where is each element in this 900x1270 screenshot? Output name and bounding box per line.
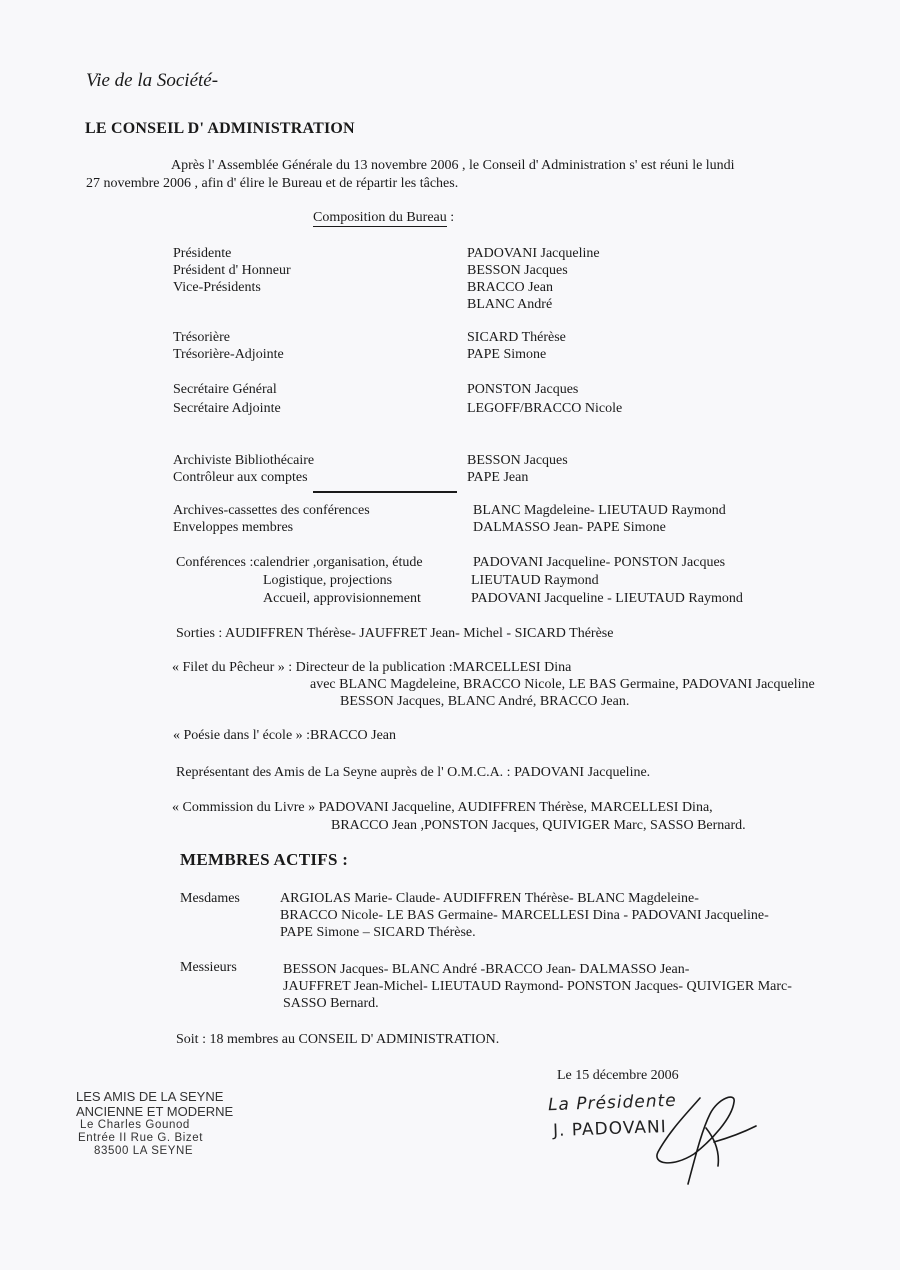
intro-line-2: 27 novembre 2006 , afin d' élire le Bureau et de répartir les tâches. (86, 176, 459, 191)
bureau-role: Présidente (173, 246, 232, 261)
bureau-name: PADOVANI Jacqueline (467, 246, 600, 261)
other-role-name: BLANC Magdeleine- LIEUTAUD Raymond (473, 503, 726, 518)
messieurs-label: Messieurs (180, 960, 237, 975)
bureau-role: Trésorière-Adjointe (173, 347, 284, 362)
soit-line: Soit : 18 membres au CONSEIL D' ADMINISTRATION. (176, 1032, 500, 1047)
stamp-line-5: 83500 LA SEYNE (94, 1145, 194, 1157)
mesdames-line-1: ARGIOLAS Marie- Claude- AUDIFFREN Thérèse- BLANC Magdeleine- (280, 891, 699, 906)
filet-line-1: « Filet du Pêcheur » : Directeur de la publication :MARCELLESI Dina (172, 660, 572, 675)
separator-rule (313, 491, 457, 493)
bureau-name: LEGOFF/BRACCO Nicole (467, 401, 623, 416)
bureau-role: Secrétaire Général (173, 382, 277, 397)
filet-line-3: BESSON Jacques, BLANC André, BRACCO Jean. (340, 694, 630, 709)
members-heading: MEMBRES ACTIFS : (180, 850, 349, 869)
bureau-name: PAPE Simone (467, 347, 547, 362)
other-role: Archives-cassettes des conférences (173, 503, 370, 518)
signature-name: J. PADOVANI (552, 1117, 668, 1141)
bureau-name: BRACCO Jean (467, 280, 553, 295)
bureau-name: SICARD Thérèse (467, 330, 566, 345)
bureau-role: Vice-Présidents (173, 280, 261, 295)
bureau-role: Trésorière (173, 330, 231, 345)
filet-line-2: avec BLANC Magdeleine, BRACCO Nicole, LE BAS Germaine, PADOVANI Jacqueline (310, 677, 815, 692)
poesie-line: « Poésie dans l' école » :BRACCO Jean (173, 728, 396, 743)
bureau-title-text: Composition du Bureau (313, 210, 447, 225)
messieurs-line-1: BESSON Jacques- BLANC André -BRACCO Jean- DALMASSO Jean- (283, 962, 690, 977)
commission-line-1: « Commission du Livre » PADOVANI Jacqueline, AUDIFFREN Thérèse, MARCELLESI Dina, (172, 800, 713, 815)
stamp-line-3: Le Charles Gounod (80, 1119, 190, 1131)
signature-title: La Présidente (547, 1090, 678, 1116)
bureau-name: BESSON Jacques (467, 263, 568, 278)
bureau-name: PONSTON Jacques (467, 382, 579, 397)
bureau-role: Archiviste Bibliothécaire (173, 453, 315, 468)
bureau-name: BESSON Jacques (467, 453, 568, 468)
address-stamp (76, 1089, 233, 1158)
bureau-title-colon: : (446, 210, 455, 225)
stamp-line-2: ANCIENNE ET MODERNE (76, 1104, 234, 1119)
bureau-role: Président d' Honneur (173, 263, 291, 278)
stamp-line-1: LES AMIS DE LA SEYNE (76, 1089, 224, 1104)
messieurs-line-3: SASSO Bernard. (283, 996, 379, 1011)
sorties-line: Sorties : AUDIFFREN Thérèse- JAUFFRET Jean- Michel - SICARD Thérèse (176, 626, 614, 641)
commission-line-2: BRACCO Jean ,PONSTON Jacques, QUIVIGER Marc, SASSO Bernard. (331, 818, 746, 833)
other-role-name: DALMASSO Jean- PAPE Simone (473, 520, 666, 535)
other-role: Conférences :calendrier ,organisation, étude (176, 555, 423, 570)
bureau-name: BLANC André (467, 297, 553, 312)
signature-mark (648, 1092, 763, 1192)
bureau-title (313, 209, 454, 226)
bureau-name: PAPE Jean (467, 470, 529, 485)
other-role: Logistique, projections (263, 573, 393, 588)
messieurs-line-2: JAUFFRET Jean-Michel- LIEUTAUD Raymond- PONSTON Jacques- QUIVIGER Marc- (283, 979, 792, 994)
mesdames-line-2: BRACCO Nicole- LE BAS Germaine- MARCELLESI Dina - PADOVANI Jacqueline- (280, 908, 769, 923)
bureau-role: Contrôleur aux comptes (173, 470, 308, 485)
intro-line-1: Après l' Assemblée Générale du 13 novembre 2006 , le Conseil d' Administration s' est réuni le lundi (171, 158, 735, 173)
representant-line: Représentant des Amis de La Seyne auprès de l' O.M.C.A. : PADOVANI Jacqueline. (176, 765, 651, 780)
other-role-name: PADOVANI Jacqueline - LIEUTAUD Raymond (471, 591, 743, 606)
document-date: Le 15 décembre 2006 (557, 1068, 679, 1083)
other-role-name: PADOVANI Jacqueline- PONSTON Jacques (473, 555, 726, 570)
mesdames-label: Mesdames (180, 891, 240, 906)
mesdames-line-3: PAPE Simone – SICARD Thérèse. (280, 925, 476, 940)
page-heading: LE CONSEIL D' ADMINISTRATION (85, 120, 355, 137)
section-title: Vie de la Société- (86, 70, 219, 91)
other-role-name: LIEUTAUD Raymond (471, 573, 599, 588)
bureau-role: Secrétaire Adjointe (173, 401, 281, 416)
other-role: Accueil, approvisionnement (263, 591, 421, 606)
stamp-line-4: Entrée II Rue G. Bizet (78, 1132, 204, 1144)
other-role: Enveloppes membres (173, 520, 294, 535)
